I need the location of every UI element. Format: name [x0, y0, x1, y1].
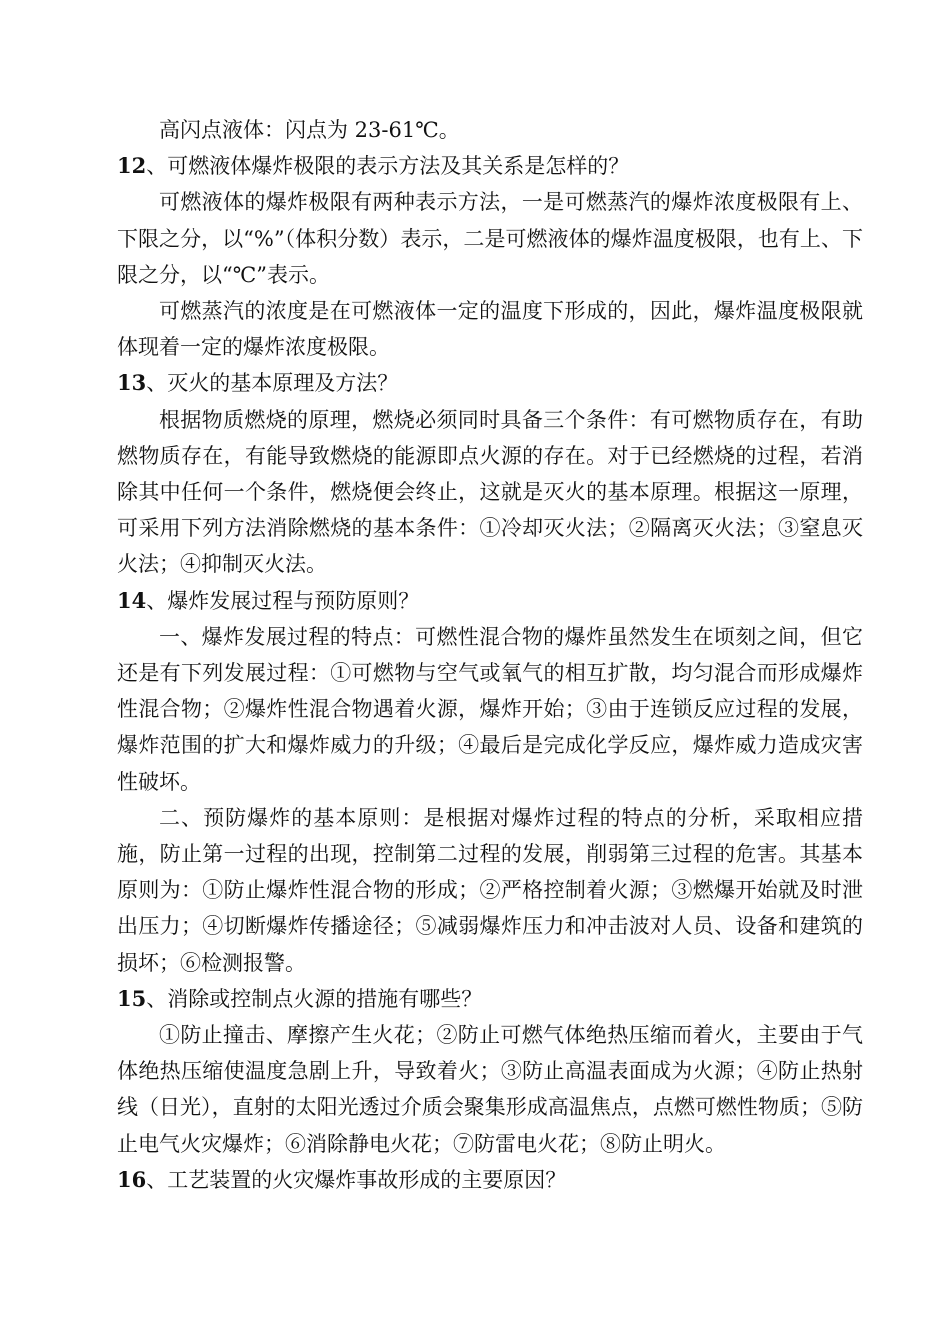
- document-page: [117, 112, 863, 1198]
- question-heading-13: [117, 365, 863, 401]
- question-heading-12: [117, 148, 863, 184]
- question-text: 、可燃液体爆炸极限的表示方法及其关系是怎样的？: [146, 154, 630, 179]
- question-text: 、工艺装置的火灾爆炸事故形成的主要原因？: [146, 1167, 567, 1192]
- paragraph-extinguishing-principle: 根据物质燃烧的原理，燃烧必须同时具备三个条件：有可燃物质存在，有助燃物质存在，有能导致燃烧的能源即点火源的存在。对于已经燃烧的过程，若消除其中任何一个条件，燃烧便会终止，这就是灭火的基本原理。根据这一原理，可采用下列方法消除燃烧的基本条件：①冷却灭火法；②隔离灭火法；③窒息灭火法；④抑制灭火法。: [117, 407, 863, 577]
- question-text: 、爆炸发展过程与预防原则？: [146, 588, 420, 613]
- question-number: 14: [117, 587, 147, 613]
- question-text: 、灭火的基本原理及方法？: [146, 371, 399, 396]
- paragraph-prevention-principles: 二、预防爆炸的基本原则：是根据对爆炸过程的特点的分析，采取相应措施，防止第一过程的出现，控制第二过程的发展，削弱第三过程的危害。其基本原则为：①防止爆炸性混合物的形成；②严格控制着火源；③燃爆开始就及时泄出压力；④切断爆炸传播途径；⑤减弱爆炸压力和冲击波对人员、设备和建筑的损坏；⑥检测报警。: [117, 805, 863, 975]
- paragraph-ignition-control: ①防止撞击、摩擦产生火花；②防止可燃气体绝热压缩而着火，主要由于气体绝热压缩使温度急剧上升，导致着火；③防止高温表面成为火源；④防止热射线（日光），直射的太阳光透过介质会聚集形成高温焦点，点燃可燃性物质；⑤防止电气火灾爆炸；⑥消除静电火花；⑦防雷电火花；⑧防止明火。: [117, 1023, 863, 1156]
- question-number: 15: [117, 985, 147, 1011]
- question-heading-16: [117, 1162, 863, 1198]
- paragraph-explosion-limit-methods: 可燃液体的爆炸极限有两种表示方法，一是可燃蒸汽的爆炸浓度极限有上、下限之分，以“%”（体积分数）表示，二是可燃液体的爆炸温度极限，也有上、下限之分，以“℃”表示。: [117, 190, 863, 287]
- question-number: 16: [117, 1166, 147, 1192]
- paragraph-high-flash-point: 高闪点液体：闪点为 23-61℃。: [159, 118, 460, 142]
- paragraph-explosion-process: 一、爆炸发展过程的特点：可燃性混合物的爆炸虽然发生在顷刻之间，但它还是有下列发展过程：①可燃物与空气或氧气的相互扩散，均匀混合而形成爆炸性混合物；②爆炸性混合物遇着火源，爆炸开始；③由于连锁反应过程的发展，爆炸范围的扩大和爆炸威力的升级；④最后是完成化学反应，爆炸威力造成灾害性破坏。: [117, 624, 863, 794]
- paragraph-vapor-concentration: 可燃蒸汽的浓度是在可燃液体一定的温度下形成的，因此，爆炸温度极限就体现着一定的爆炸浓度极限。: [117, 299, 863, 360]
- question-heading-14: [117, 583, 863, 619]
- question-heading-15: [117, 981, 863, 1017]
- question-number: 12: [117, 153, 147, 179]
- question-text: 、消除或控制点火源的措施有哪些？: [146, 986, 483, 1011]
- question-number: 13: [117, 370, 147, 396]
